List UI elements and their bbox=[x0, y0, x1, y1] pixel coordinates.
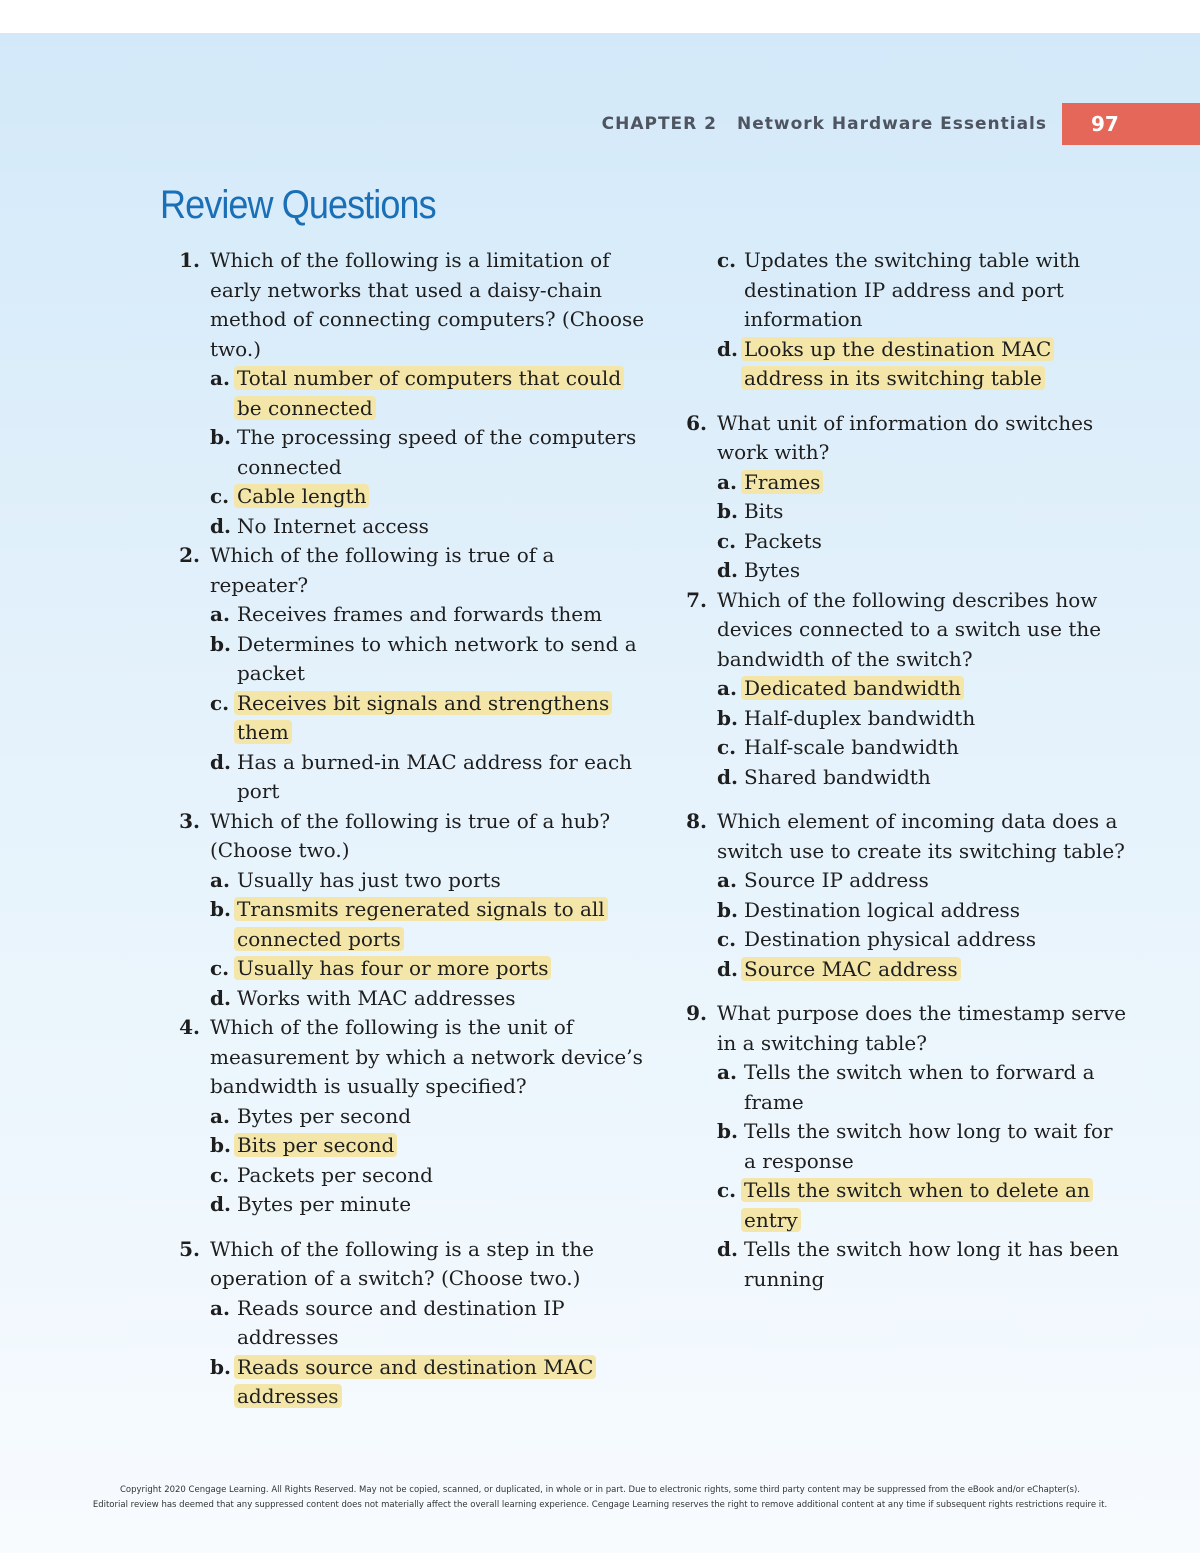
option-c bbox=[717, 527, 1130, 557]
question-6 bbox=[685, 409, 1130, 586]
question-number: 4. bbox=[179, 1015, 200, 1039]
option-letter: a. bbox=[210, 867, 230, 892]
option-a bbox=[717, 1058, 1130, 1117]
option-b bbox=[210, 895, 648, 954]
option-c bbox=[210, 1161, 648, 1191]
option-text: Reads source and destination IP addresses bbox=[237, 1295, 565, 1349]
option-letter: b. bbox=[717, 897, 738, 922]
question-number: 9. bbox=[686, 1001, 707, 1025]
option-text: No Internet access bbox=[237, 513, 429, 538]
option-letter: d. bbox=[717, 1237, 738, 1261]
option-text-highlighted: Transmits regenerated signals to all connected ports bbox=[234, 897, 608, 951]
question-text: Which of the following describes how devices connected to a switch use the bandwidth of the switch? bbox=[717, 587, 1102, 671]
option-letter: b. bbox=[717, 1119, 738, 1143]
question-2 bbox=[178, 541, 648, 807]
option-b bbox=[717, 896, 1130, 926]
option-d bbox=[717, 763, 1130, 793]
question-text: Which of the following is true of a repeater? bbox=[210, 543, 555, 597]
question-number: 7. bbox=[686, 587, 707, 612]
option-text-highlighted: Cable length bbox=[234, 484, 369, 508]
option-text-highlighted: Looks up the destination MAC address in its switching table bbox=[741, 337, 1054, 391]
option-d bbox=[210, 512, 648, 542]
option-b bbox=[717, 704, 1130, 734]
option-d bbox=[717, 955, 1130, 985]
option-list bbox=[210, 866, 648, 1014]
option-letter: d. bbox=[717, 956, 738, 981]
option-letter: b. bbox=[210, 897, 231, 921]
option-c bbox=[210, 482, 648, 512]
question-9 bbox=[685, 999, 1130, 1294]
question-text: What purpose does the timestamp serve in a switching table? bbox=[717, 1001, 1127, 1055]
option-text: Usually has just two ports bbox=[237, 867, 501, 892]
option-a bbox=[717, 468, 1130, 498]
option-text: Works with MAC addresses bbox=[237, 985, 516, 1010]
option-letter: d. bbox=[210, 513, 231, 538]
question-7 bbox=[685, 586, 1130, 793]
option-letter: c. bbox=[717, 735, 737, 759]
option-text: Destination logical address bbox=[744, 897, 1021, 922]
option-a bbox=[210, 866, 648, 896]
option-b bbox=[210, 423, 648, 482]
option-d bbox=[210, 1190, 648, 1220]
option-text: Updates the switching table with destination IP address and port information bbox=[744, 248, 1081, 331]
option-b bbox=[210, 1353, 648, 1412]
option-b bbox=[210, 1131, 648, 1161]
option-list bbox=[210, 600, 648, 807]
page-number: 97 bbox=[1062, 103, 1200, 145]
option-text: Destination physical address bbox=[744, 927, 1037, 951]
chapter-label: CHAPTER 2 bbox=[601, 114, 717, 134]
option-text-highlighted: Tells the switch when to delete an entry bbox=[741, 1178, 1093, 1232]
option-letter: c. bbox=[717, 927, 737, 951]
left-column bbox=[178, 246, 648, 1412]
option-c bbox=[717, 246, 1130, 335]
option-letter: d. bbox=[717, 764, 738, 789]
option-text: Determines to which network to send a packet bbox=[237, 631, 637, 685]
option-a bbox=[717, 674, 1130, 704]
option-letter: d. bbox=[717, 336, 738, 361]
option-a bbox=[210, 600, 648, 630]
option-letter: b. bbox=[210, 1133, 231, 1157]
option-c bbox=[717, 733, 1130, 763]
option-text-highlighted: Usually has four or more ports bbox=[234, 956, 551, 980]
question-number: 6. bbox=[686, 410, 707, 435]
option-b bbox=[717, 1117, 1130, 1176]
chapter-title: Network Hardware Essentials bbox=[737, 114, 1047, 134]
option-d bbox=[717, 335, 1130, 394]
question-number: 3. bbox=[179, 808, 200, 833]
question-text: Which of the following is true of a hub? (Choose two.) bbox=[210, 808, 611, 862]
option-text: Shared bandwidth bbox=[744, 764, 931, 789]
option-c bbox=[717, 925, 1130, 955]
option-letter: c. bbox=[717, 248, 737, 272]
option-text: Bytes per second bbox=[237, 1103, 412, 1128]
question-4 bbox=[178, 1013, 648, 1220]
question-text: Which of the following is a step in the operation of a switch? (Choose two.) bbox=[210, 1236, 595, 1290]
option-letter: b. bbox=[717, 705, 738, 730]
option-letter: a. bbox=[210, 1103, 230, 1128]
option-c bbox=[210, 689, 648, 748]
option-b bbox=[210, 630, 648, 689]
option-text-highlighted: Dedicated bandwidth bbox=[741, 676, 964, 700]
option-text-highlighted: Total number of computers that could be connected bbox=[234, 366, 624, 420]
option-letter: a. bbox=[717, 1060, 737, 1084]
option-letter: a. bbox=[717, 868, 737, 892]
question-5-continued bbox=[685, 246, 1130, 394]
option-letter: b. bbox=[717, 499, 738, 523]
option-a bbox=[717, 866, 1130, 896]
option-c bbox=[210, 954, 648, 984]
option-text: Receives frames and forwards them bbox=[237, 602, 603, 626]
option-c bbox=[717, 1176, 1130, 1235]
option-text: The processing speed of the computers connected bbox=[237, 425, 637, 479]
option-list bbox=[717, 1058, 1130, 1294]
running-head bbox=[560, 114, 1047, 134]
option-d bbox=[210, 748, 648, 807]
option-letter: d. bbox=[717, 558, 738, 582]
option-text: Bits bbox=[744, 499, 784, 523]
option-letter: b. bbox=[210, 425, 231, 449]
option-list bbox=[210, 1294, 648, 1412]
option-letter: b. bbox=[210, 1354, 231, 1379]
question-8 bbox=[685, 807, 1130, 984]
question-text: What unit of information do switches work with? bbox=[717, 410, 1094, 464]
option-d bbox=[210, 984, 648, 1014]
option-letter: a. bbox=[717, 469, 737, 494]
option-letter: d. bbox=[210, 985, 231, 1010]
option-letter: a. bbox=[210, 366, 230, 390]
option-a bbox=[210, 1294, 648, 1353]
option-text: Packets bbox=[744, 528, 822, 553]
question-text: Which of the following is a limitation of early networks that used a daisy-chain method of connecting computers? (Choose two.) bbox=[210, 248, 645, 361]
option-text: Bytes bbox=[744, 558, 801, 582]
question-3 bbox=[178, 807, 648, 1014]
option-text: Has a burned-in MAC address for each port bbox=[237, 749, 633, 803]
option-letter: d. bbox=[210, 1192, 231, 1216]
option-list bbox=[717, 674, 1130, 792]
copyright-footer: Copyright 2020 Cengage Learning. All Rights Reserved. May not be copied, scanned, or duplicated, in whole or in part. Due to electronic rights, some third party content may be suppressed from the eBook and/or eChapter(s). bbox=[119, 1485, 1081, 1495]
option-list bbox=[717, 866, 1130, 984]
option-list bbox=[210, 1102, 648, 1220]
option-text: Half-duplex bandwidth bbox=[744, 705, 976, 730]
option-letter: c. bbox=[717, 1178, 737, 1202]
right-column bbox=[685, 246, 1130, 1294]
option-letter: a. bbox=[717, 676, 737, 700]
option-text-highlighted: Bits per second bbox=[234, 1133, 397, 1157]
option-text: Tells the switch how long to wait for a response bbox=[744, 1119, 1113, 1173]
question-text: Which element of incoming data does a switch use to create its switching table? bbox=[717, 809, 1125, 863]
option-letter: c. bbox=[210, 1162, 230, 1187]
question-number: 8. bbox=[686, 809, 707, 833]
question-5 bbox=[178, 1235, 648, 1412]
question-number: 1. bbox=[179, 248, 200, 272]
option-list bbox=[210, 364, 648, 541]
option-d bbox=[717, 556, 1130, 586]
option-d bbox=[717, 1235, 1130, 1294]
option-text-highlighted: Receives bit signals and strengthens them bbox=[234, 691, 612, 745]
option-text-highlighted: Source MAC address bbox=[741, 957, 961, 981]
option-text: Packets per second bbox=[237, 1162, 433, 1187]
option-list bbox=[717, 246, 1130, 394]
question-1 bbox=[178, 246, 648, 541]
question-text: Which of the following is the unit of measurement by which a network device’s bandwidth is usually specified? bbox=[210, 1015, 643, 1098]
option-letter: c. bbox=[210, 690, 230, 715]
option-letter: b. bbox=[210, 631, 231, 656]
option-text-highlighted: Reads source and destination MAC addresses bbox=[234, 1355, 596, 1409]
copyright-footer-line2: Editorial review has deemed that any suppressed content does not materially affect the overall learning experience. Cengage Learning reserves the right to remove additional content at any time if subsequent rights restrictions require it. bbox=[92, 1500, 1108, 1510]
option-text-highlighted: Frames bbox=[741, 470, 823, 494]
option-letter: a. bbox=[210, 602, 230, 626]
section-title: Review Questions bbox=[160, 183, 436, 227]
option-text: Source IP address bbox=[744, 868, 929, 892]
option-b bbox=[717, 497, 1130, 527]
option-a bbox=[210, 1102, 648, 1132]
option-text: Bytes per minute bbox=[237, 1192, 412, 1216]
option-letter: d. bbox=[210, 749, 231, 774]
question-number: 2. bbox=[179, 543, 200, 567]
option-list bbox=[717, 468, 1130, 586]
option-a bbox=[210, 364, 648, 423]
question-number: 5. bbox=[179, 1236, 200, 1261]
option-text: Tells the switch how long it has been running bbox=[744, 1237, 1119, 1291]
option-letter: c. bbox=[210, 484, 230, 508]
option-letter: c. bbox=[717, 528, 737, 553]
option-text: Tells the switch when to forward a frame bbox=[744, 1060, 1095, 1114]
option-letter: a. bbox=[210, 1295, 230, 1320]
option-text: Half-scale bandwidth bbox=[744, 735, 959, 759]
option-letter: c. bbox=[210, 956, 230, 980]
